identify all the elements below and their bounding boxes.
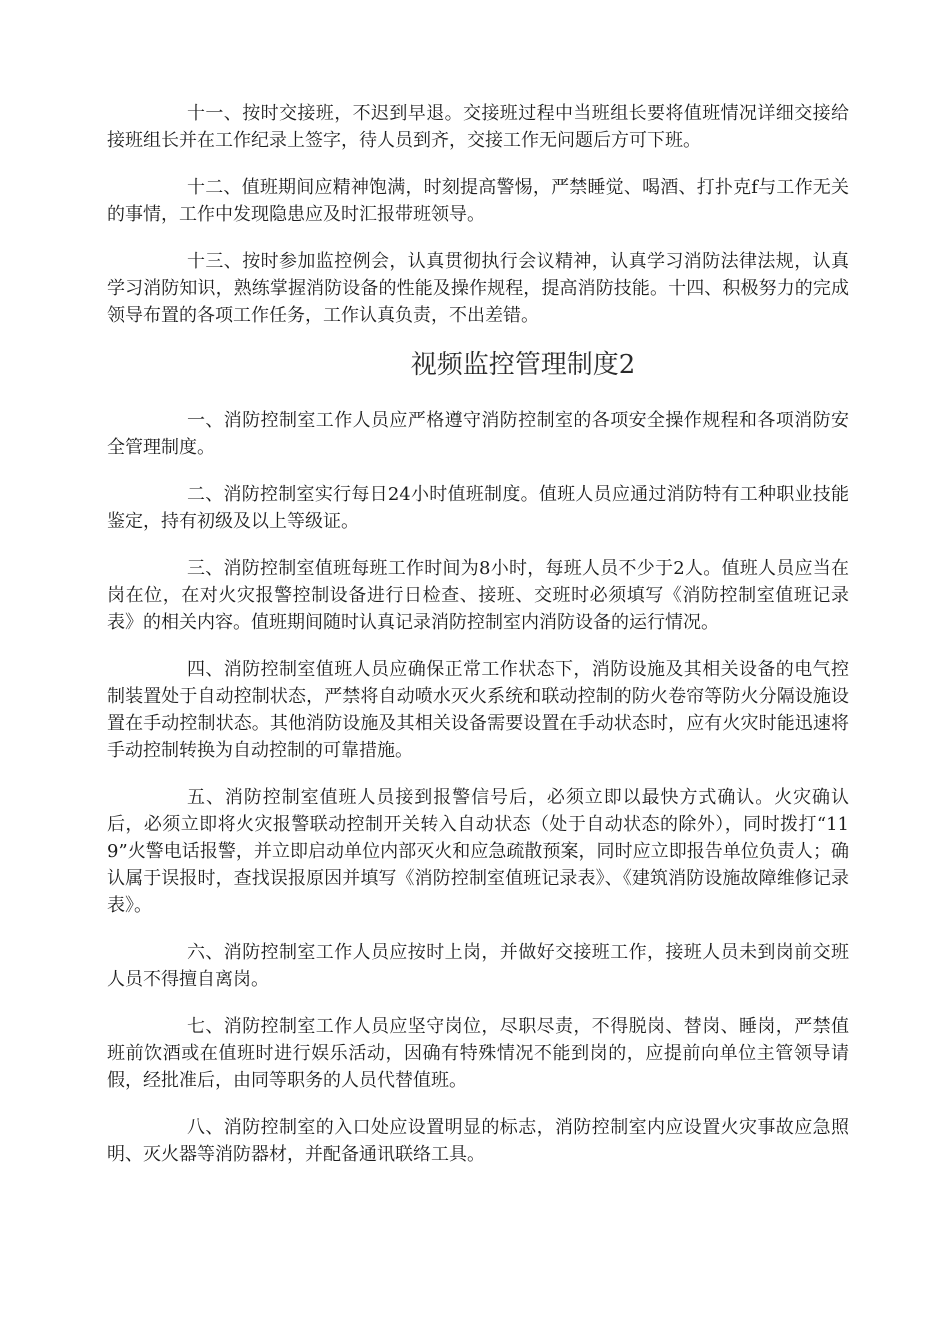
paragraph-13-14: 十三、按时参加监控例会，认真贯彻执行会议精神，认真学习消防法律法规，认真学习消防知识，熟练掌握消防设备的性能及操作规程，提高消防技能。十四、积极努力的完成领导布置的各项工作任务，工作认真负责，不出差错。 [107,251,849,326]
paragraph-1: 一、消防控制室工作人员应严格遵守消防控制室的各项安全操作规程和各项消防安全管理制度。 [107,410,849,458]
paragraph-12: 十二、值班期间应精神饱满，时刻提高警惕，严禁睡觉、喝酒、打扑克f与工作无关的事情，工作中发现隐患应及时汇报带班领导。 [107,177,849,225]
paragraph-3: 三、消防控制室值班每班工作时间为8小时，每班人员不少于2人。值班人员应当在岗在位，在对火灾报警控制设备进行日检查、接班、交班时必须填写《消防控制室值班记录表》的相关内容。值班期间随时认真记录消防控制室内消防设备的运行情况。 [107,558,849,633]
section-heading: 视频监控管理制度2 [410,350,636,380]
paragraph-8: 八、消防控制室的入口处应设置明显的标志，消防控制室内应设置火灾事故应急照明、灭火器等消防器材，并配备通讯联络工具。 [107,1117,849,1165]
paragraph-2: 二、消防控制室实行每日24小时值班制度。值班人员应通过消防特有工种职业技能鉴定，持有初级及以上等级证。 [107,484,849,532]
paragraph-6: 六、消防控制室工作人员应按时上岗，并做好交接班工作，接班人员未到岗前交班人员不得擅自离岗。 [107,942,849,990]
paragraph-11: 十一、按时交接班，不迟到早退。交接班过程中当班组长要将值班情况详细交接给接班组长并在工作纪录上签字，待人员到齐，交接工作无问题后方可下班。 [107,103,849,151]
paragraph-7: 七、消防控制室工作人员应坚守岗位，尽职尽责，不得脱岗、替岗、睡岗，严禁值班前饮酒或在值班时进行娱乐活动，因确有特殊情况不能到岗的，应提前向单位主管领导请假，经批准后，由同等职务的人员代替值班。 [107,1016,849,1091]
document-body [107,100,849,1188]
paragraph-5: 五、消防控制室值班人员接到报警信号后，必须立即以最快方式确认。火灾确认后，必须立即将火灾报警联动控制开关转入自动状态（处于自动状态的除外），同时拨打“119”火警电话报警，并立即启动单位内部灭火和应急疏散预案，同时应立即报告单位负责人；确认属于误报时，查找误报原因并填写《消防控制室值班记录表》、《建筑消防设施故障维修记录表》。 [107,787,849,916]
paragraph-4: 四、消防控制室值班人员应确保正常工作状态下，消防设施及其相关设备的电气控制装置处于自动控制状态，严禁将自动喷水灭火系统和联动控制的防火卷帘等防火分隔设施设置在手动控制状态。其他消防设施及其相关设备需要设置在手动状态时，应有火灾时能迅速将手动控制转换为自动控制的可靠措施。 [107,659,849,761]
